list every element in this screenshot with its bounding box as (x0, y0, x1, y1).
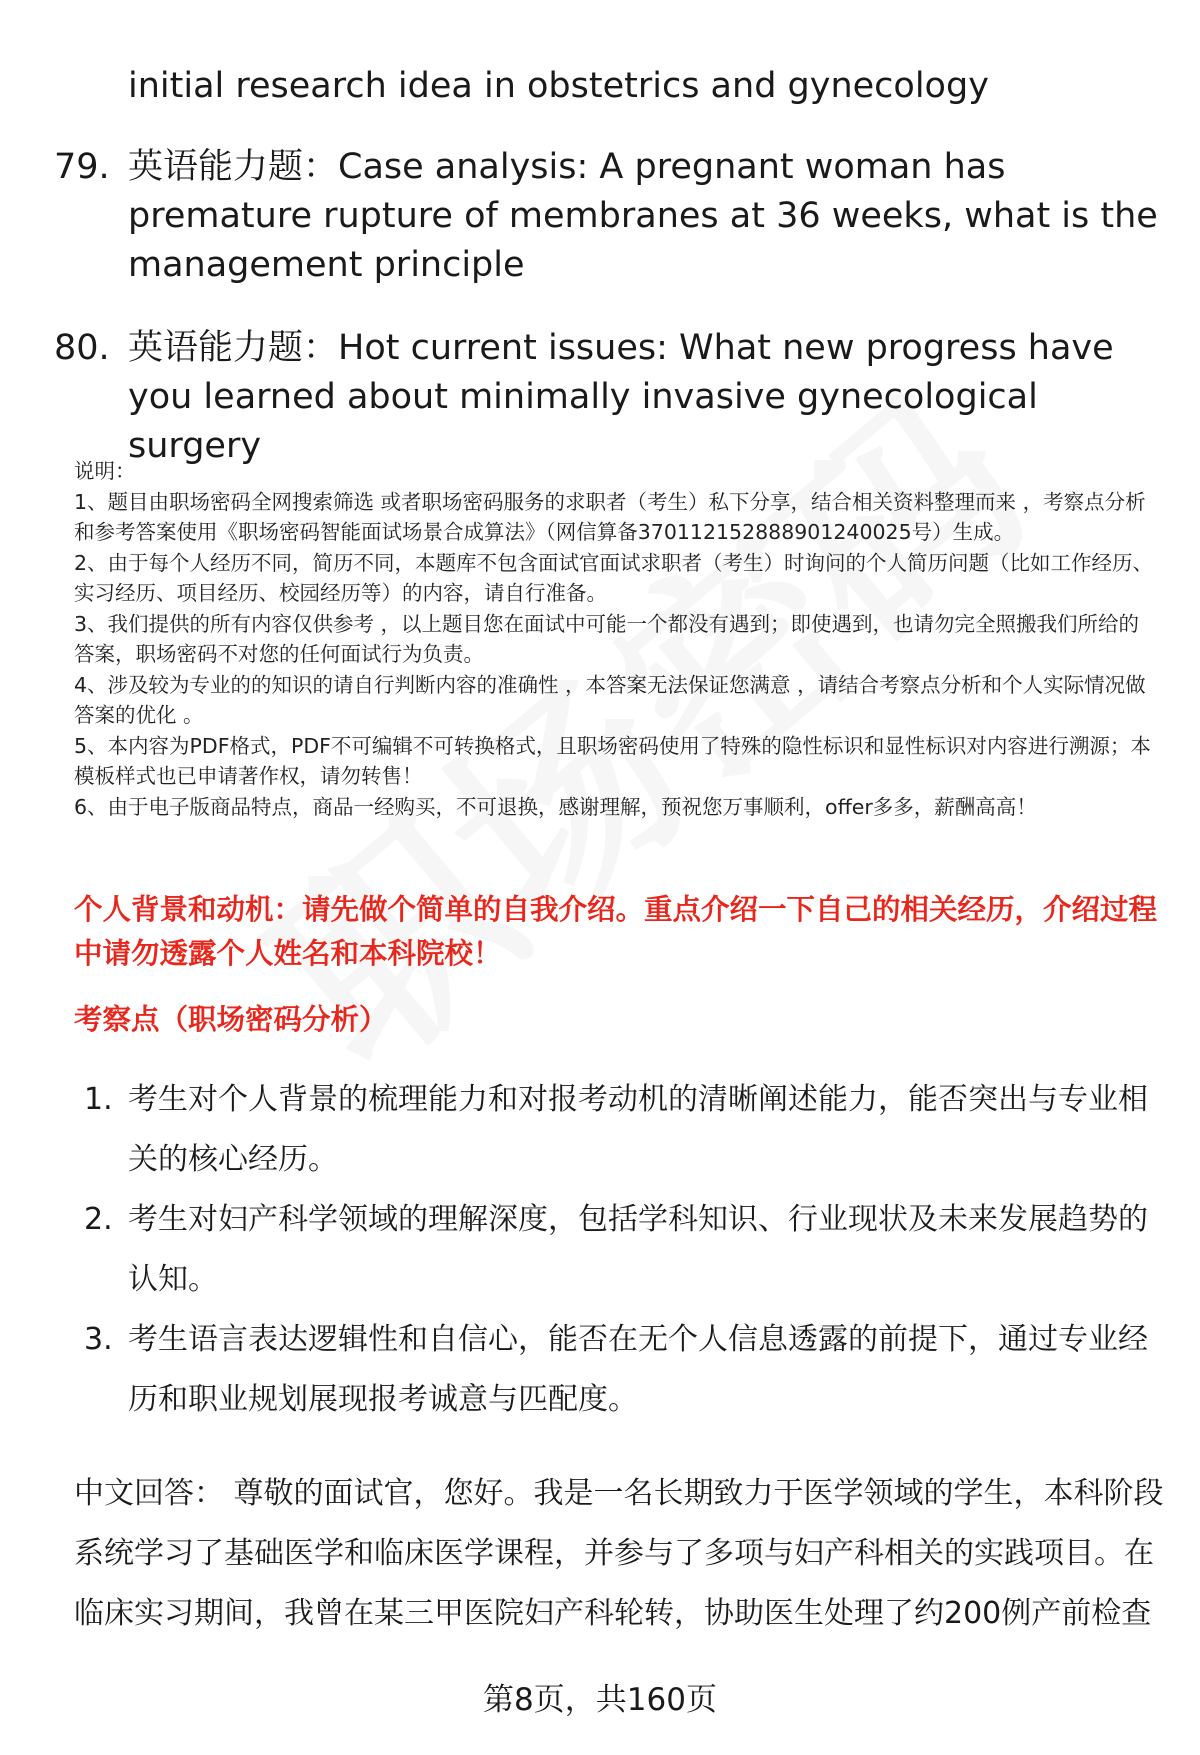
note-item: 4、涉及较为专业的的知识的请自行判断内容的准确性 ，本答案无法保证您满意 ，请结合考察点分析和个人实际情况做答案的优化 。 (74, 672, 1146, 727)
note-item: 2、由于每个人经历不同，简历不同，本题库不包含面试官面试求职者（考生）时询问的个人简历问题（比如工作经历、实习经历、项目经历、校园经历等）的内容，请自行准备。 (74, 550, 1154, 605)
exam-point-number: 1. (84, 1082, 113, 1117)
question-text: 英语能力题：Hot current issues: What new progress have you learned about minimally invasive gynecological surgery (128, 328, 1114, 466)
section-question-heading: 个人背景和动机：请先做个简单的自我介绍。重点介绍一下自己的相关经历，介绍过程中请勿透露个人姓名和本科院校！ (74, 893, 1158, 970)
note-item: 6、由于电子版商品特点，商品一经购买，不可退换，感谢理解，预祝您万事顺利，offer多多，薪酬高高！ (74, 794, 1037, 819)
disclaimer-notes (74, 456, 1154, 822)
exam-point-text: 考生对个人背景的梳理能力和对报考动机的清晰阐述能力，能否突出与专业相关的核心经历。 (128, 1082, 1148, 1177)
question-number: 79. (54, 147, 110, 187)
note-item: 5、本内容为PDF格式，PDF不可编辑不可转换格式，且职场密码使用了特殊的隐性标识和显性标识对内容进行溯源；本模板样式也已申请著作权，请勿转售！ (74, 733, 1151, 788)
question-item (54, 324, 1164, 471)
note-item: 1、题目由职场密码全网搜索筛选 或者职场密码服务的求职者（考生）私下分享，结合相关资料整理而来 ，考察点分析和参考答案使用《职场密码智能面试场景合成算法》（网信算备370112152888901240025号）生成。 (74, 489, 1146, 544)
exam-point-number: 3. (84, 1322, 113, 1357)
question-item (54, 143, 1164, 290)
exam-points-list (84, 1070, 1164, 1430)
question-text: 英语能力题：Case analysis: A pregnant woman has premature rupture of membranes at 36 weeks, what is the management principle (128, 147, 1158, 285)
notes-title: 说明： (74, 459, 136, 483)
exam-point (84, 1070, 1164, 1190)
page-footer: 第8页，共160页 (483, 1682, 717, 1718)
question-number: 80. (54, 328, 110, 368)
exam-point (84, 1310, 1164, 1430)
exam-point-text: 考生语言表达逻辑性和自信心，能否在无个人信息透露的前提下，通过专业经历和职业规划展现报考诚意与匹配度。 (128, 1322, 1148, 1417)
question-continuation: initial research idea in obstetrics and gynecology (128, 66, 989, 106)
exam-point-number: 2. (84, 1202, 113, 1237)
exam-point (84, 1190, 1164, 1310)
chinese-answer: 中文回答： 尊敬的面试官，您好。我是一名长期致力于医学领域的学生，本科阶段系统学习了基础医学和临床医学课程，并参与了多项与妇产科相关的实践项目。在临床实习期间，我曾在某三甲医院妇产科轮转，协助医生处理了约200例产前检查 (74, 1476, 1164, 1631)
note-item: 3、我们提供的所有内容仅供参考 ，以上题目您在面试中可能一个都没有遇到；即使遇到，也请勿完全照搬我们所给的答案，职场密码不对您的任何面试行为负责。 (74, 611, 1140, 666)
exam-point-text: 考生对妇产科学领域的理解深度，包括学科知识、行业现状及未来发展趋势的认知。 (128, 1202, 1148, 1297)
exam-points-heading: 考察点（职场密码分析） (74, 1003, 388, 1036)
